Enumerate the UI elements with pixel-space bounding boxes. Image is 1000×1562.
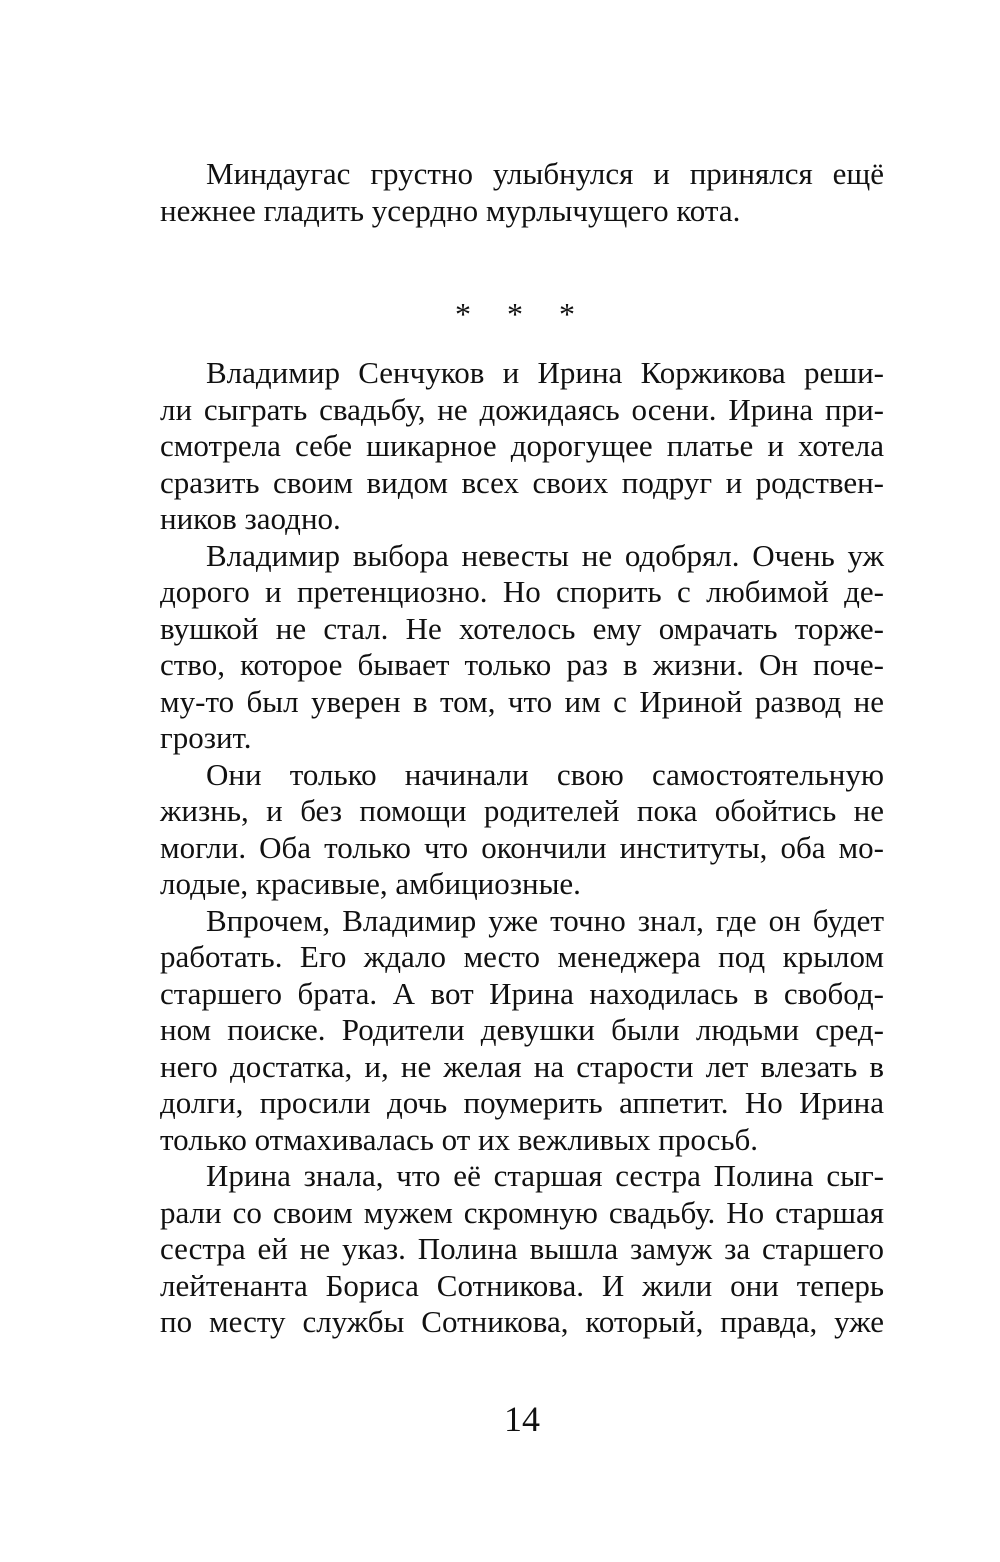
text-line: него достатка, и, не желая на старости лет влезать в <box>160 1048 884 1084</box>
page-number: 14 <box>504 1399 540 1439</box>
text-line: рали со своим мужем скромную свадьбу. Но старшая <box>160 1194 884 1230</box>
text-line: ников заодно. <box>160 501 341 536</box>
text-line: ли сыграть свадьбу, не дожидаясь осени. Ирина при- <box>160 391 884 427</box>
text-line: смотрела себе шикарное дорогущее платье и хотела <box>160 428 884 463</box>
paragraph-closing <box>160 156 884 229</box>
text-line: сестра ей не указ. Полина вышла замуж за старшего <box>160 1231 884 1266</box>
text-line: сразить своим видом всех своих подруг и родствен- <box>160 464 884 500</box>
text-line: нежнее гладить усердно мурлычущего кота. <box>160 192 741 228</box>
text-line: Владимир выбора невесты не одобрял. Очень уж <box>206 537 884 573</box>
text-line: Владимир Сенчуков и Ирина Коржикова реши- <box>206 355 884 390</box>
text-line: лейтенанта Бориса Сотникова. И жили они теперь <box>160 1267 884 1303</box>
text-line: ство, которое бывает только раз в жизни. Он поче- <box>160 647 884 682</box>
text-line: ном поиске. Родители девушки были людьми сред- <box>160 1012 884 1047</box>
text-line: вушкой не стал. Не хотелось ему омрачать торже- <box>160 610 884 646</box>
text-line: му-то был уверен в том, что им с Ириной развод не <box>160 683 884 719</box>
text-line: старшего брата. А вот Ирина находилась в свобод- <box>160 975 884 1011</box>
text-line: работать. Его ждало место менеджера под крылом <box>160 939 884 974</box>
text-line: жизнь, и без помощи родителей пока обойтись не <box>160 793 884 828</box>
text-line: грозит. <box>160 720 252 755</box>
text-line: только отмахивалась от их вежливых просьб. <box>160 1121 759 1157</box>
text-line: Они только начинали свою самостоятельную <box>206 756 884 792</box>
section-separator: * * * <box>455 296 589 332</box>
text-line: Ирина знала, что её старшая сестра Полина сыг- <box>206 1158 884 1193</box>
text-line: долги, просили дочь поумерить аппетит. Но Ирина <box>160 1085 884 1120</box>
text-line: лодые, красивые, амбициозные. <box>160 866 581 901</box>
text-line: могли. Оба только что окончили институты, оба мо- <box>160 829 884 865</box>
text-line: Миндаугас грустно улыбнулся и принялся ещё <box>206 156 884 191</box>
section-body <box>160 355 884 1341</box>
text-line: Впрочем, Владимир уже точно знал, где он будет <box>206 902 884 938</box>
text-line: по месту службы Сотникова, который, правда, уже <box>160 1304 884 1339</box>
text-line: дорого и претенциозно. Но спорить с любимой де- <box>160 574 884 609</box>
